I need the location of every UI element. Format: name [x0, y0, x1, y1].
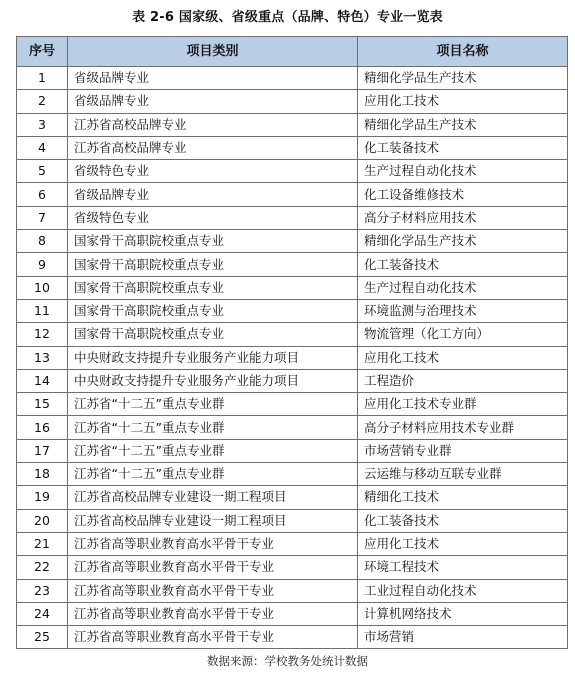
project-name-cell: 工业过程自动化技术 — [358, 579, 568, 602]
table-header-row — [17, 37, 568, 67]
project-name-cell: 工程造价 — [358, 369, 568, 392]
source-note: 数据来源：学校教务处统计数据 — [207, 654, 368, 668]
project-category-cell: 国家骨干高职院校重点专业 — [68, 276, 358, 299]
project-category-cell: 国家骨干高职院校重点专业 — [68, 299, 358, 322]
project-name-cell: 应用化工技术 — [358, 532, 568, 555]
serial-number-cell: 11 — [17, 299, 68, 322]
project-name-cell: 计算机网络技术 — [358, 602, 568, 625]
serial-number-cell: 18 — [17, 463, 68, 486]
project-category-cell: 省级特色专业 — [68, 160, 358, 183]
project-category-cell: 省级特色专业 — [68, 206, 358, 229]
project-name-cell: 应用化工技术专业群 — [358, 393, 568, 416]
project-name-cell: 市场营销专业群 — [358, 439, 568, 462]
project-category-cell: 江苏省“十二五”重点专业群 — [68, 463, 358, 486]
serial-number-cell: 20 — [17, 509, 68, 532]
table-caption: 表 2-6 国家级、省级重点（品牌、特色）专业一览表 — [132, 10, 443, 25]
project-name-cell: 物流管理（化工方向） — [358, 323, 568, 346]
serial-number-cell: 3 — [17, 113, 68, 136]
project-category-cell: 江苏省“十二五”重点专业群 — [68, 393, 358, 416]
table-body — [17, 67, 568, 649]
serial-number-cell: 12 — [17, 323, 68, 346]
table-row — [17, 136, 568, 159]
table-row — [17, 346, 568, 369]
serial-number-cell: 25 — [17, 626, 68, 649]
project-category-cell: 中央财政支持提升专业服务产业能力项目 — [68, 346, 358, 369]
table-row — [17, 230, 568, 253]
table-row — [17, 393, 568, 416]
project-name-cell: 高分子材料应用技术专业群 — [358, 416, 568, 439]
serial-number-cell: 9 — [17, 253, 68, 276]
project-category-cell: 江苏省高等职业教育高水平骨干专业 — [68, 532, 358, 555]
project-name-cell: 精细化学品生产技术 — [358, 230, 568, 253]
project-category-cell: 国家骨干高职院校重点专业 — [68, 323, 358, 346]
project-category-cell: 江苏省“十二五”重点专业群 — [68, 439, 358, 462]
project-category-cell: 江苏省高校品牌专业 — [68, 136, 358, 159]
table-row — [17, 486, 568, 509]
project-name-cell: 化工设备维修技术 — [358, 183, 568, 206]
project-name-cell: 精细化学品生产技术 — [358, 113, 568, 136]
project-name-cell: 应用化工技术 — [358, 90, 568, 113]
serial-number-cell: 19 — [17, 486, 68, 509]
serial-number-cell: 6 — [17, 183, 68, 206]
project-name-cell: 市场营销 — [358, 626, 568, 649]
table-row — [17, 439, 568, 462]
serial-number-cell: 14 — [17, 369, 68, 392]
project-category-cell: 江苏省“十二五”重点专业群 — [68, 416, 358, 439]
project-category-cell: 江苏省高校品牌专业建设一期工程项目 — [68, 509, 358, 532]
serial-number-cell: 8 — [17, 230, 68, 253]
serial-number-cell: 23 — [17, 579, 68, 602]
project-category-cell: 江苏省高校品牌专业 — [68, 113, 358, 136]
project-name-cell: 精细化工技术 — [358, 486, 568, 509]
header-serial-number: 序号 — [17, 37, 68, 67]
serial-number-cell: 7 — [17, 206, 68, 229]
table-row — [17, 253, 568, 276]
table-row — [17, 416, 568, 439]
project-category-cell: 国家骨干高职院校重点专业 — [68, 253, 358, 276]
project-category-cell: 省级品牌专业 — [68, 67, 358, 90]
serial-number-cell: 13 — [17, 346, 68, 369]
serial-number-cell: 10 — [17, 276, 68, 299]
serial-number-cell: 17 — [17, 439, 68, 462]
serial-number-cell: 5 — [17, 160, 68, 183]
project-category-cell: 江苏省高等职业教育高水平骨干专业 — [68, 602, 358, 625]
table-row — [17, 626, 568, 649]
serial-number-cell: 16 — [17, 416, 68, 439]
table-row — [17, 369, 568, 392]
project-category-cell: 江苏省高等职业教育高水平骨干专业 — [68, 556, 358, 579]
header-project-category: 项目类别 — [68, 37, 358, 67]
project-category-cell: 国家骨干高职院校重点专业 — [68, 230, 358, 253]
project-category-cell: 江苏省高校品牌专业建设一期工程项目 — [68, 486, 358, 509]
serial-number-cell: 2 — [17, 90, 68, 113]
project-name-cell: 环境工程技术 — [358, 556, 568, 579]
project-category-cell: 省级品牌专业 — [68, 183, 358, 206]
project-category-cell: 江苏省高等职业教育高水平骨干专业 — [68, 579, 358, 602]
project-name-cell: 精细化学品生产技术 — [358, 67, 568, 90]
serial-number-cell: 15 — [17, 393, 68, 416]
table-row — [17, 113, 568, 136]
header-project-name: 项目名称 — [358, 37, 568, 67]
table-row — [17, 323, 568, 346]
project-category-cell: 省级品牌专业 — [68, 90, 358, 113]
project-category-cell: 中央财政支持提升专业服务产业能力项目 — [68, 369, 358, 392]
project-name-cell: 环境监测与治理技术 — [358, 299, 568, 322]
serial-number-cell: 24 — [17, 602, 68, 625]
serial-number-cell: 4 — [17, 136, 68, 159]
table-row — [17, 276, 568, 299]
table-row — [17, 67, 568, 90]
project-name-cell: 生产过程自动化技术 — [358, 160, 568, 183]
serial-number-cell: 21 — [17, 532, 68, 555]
table-row — [17, 532, 568, 555]
table-row — [17, 299, 568, 322]
project-name-cell: 高分子材料应用技术 — [358, 206, 568, 229]
table-row — [17, 90, 568, 113]
project-name-cell: 应用化工技术 — [358, 346, 568, 369]
table-row — [17, 183, 568, 206]
project-category-cell: 江苏省高等职业教育高水平骨干专业 — [68, 626, 358, 649]
table-row — [17, 556, 568, 579]
table-row — [17, 509, 568, 532]
project-name-cell: 生产过程自动化技术 — [358, 276, 568, 299]
project-name-cell: 云运维与移动互联专业群 — [358, 463, 568, 486]
table-row — [17, 463, 568, 486]
table-row — [17, 579, 568, 602]
table-row — [17, 160, 568, 183]
majors-table — [16, 36, 568, 649]
project-name-cell: 化工装备技术 — [358, 509, 568, 532]
serial-number-cell: 1 — [17, 67, 68, 90]
serial-number-cell: 22 — [17, 556, 68, 579]
table-row — [17, 206, 568, 229]
project-name-cell: 化工装备技术 — [358, 253, 568, 276]
project-name-cell: 化工装备技术 — [358, 136, 568, 159]
table-row — [17, 602, 568, 625]
